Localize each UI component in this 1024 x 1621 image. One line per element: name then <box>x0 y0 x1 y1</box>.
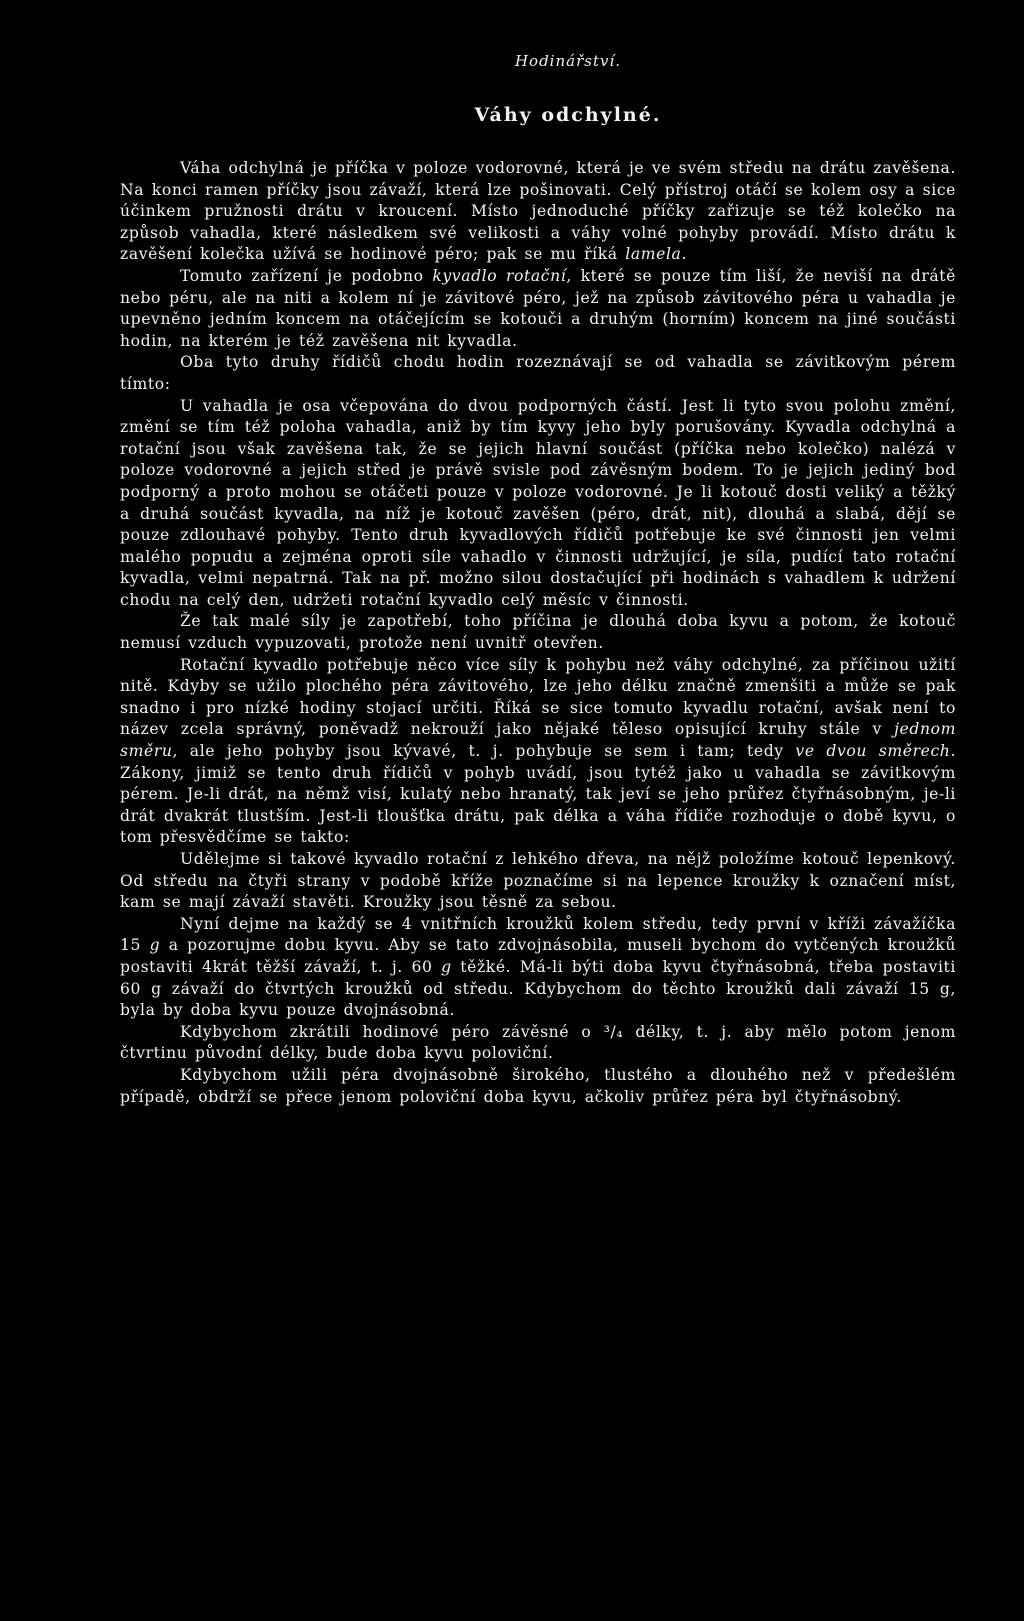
emphasis: ve dvou směrech <box>795 742 951 761</box>
emphasis: g <box>149 936 161 955</box>
emphasis: g <box>441 957 452 976</box>
body-text <box>120 158 956 1108</box>
paragraph: Že tak malé síly je zapotřebí, toho příčina je dlouhá doba kyvu a potom, že kotouč nemusí vzduch vypuzovati, protože není uvnitř otevřen. <box>120 612 956 653</box>
running-head: Hodinářství. <box>514 52 622 70</box>
paragraph: Udělejme si takové kyvadlo rotační z lehkého dřeva, na nějž položíme kotouč lepenkový. Od středu na čtyři strany v podobě kříže poznačíme si na lepence kroužky k označení míst, kam se mají závaží stavěti. Kroužky jsou těsně za sebou. <box>120 850 956 912</box>
paragraph: Rotační kyvadlo potřebuje něco více síly k pohybu než váhy odchylné, za příčinou užití nitě. Kdyby se užilo plochého péra závitového, lze jeho délku značně zmenšiti a může se pak snadno i pro nízké hodiny stojací určiti. Říká se sice tomuto kyvadlu rotační, avšak není to název zcela správný, poněvadž nekrouží jako nějaké těleso opisující kruhy stále v jednom směru, ale jeho pohyby jsou kývavé, t. j. pohybuje se sem i tam; tedy ve dvou směrech. Zákony, jimiž se tento druh řídičů v pohyb uvádí, jsou tytéž jako u vahadla se závitkovým pérem. Je-li drát, na němž visí, kulatý nebo hranatý, tak jeví se jeho průřez čtyřnásobným, je-li drát dvakrát tlustším. Jest-li tloušťka drátu, pak délka a váha řídiče rozhoduje o době kyvu, o tom přesvědčíme se takto: <box>120 655 956 847</box>
section-title: Váhy odchylné. <box>474 104 662 126</box>
paragraph: Oba tyto druhy řídičů chodu hodin rozeznávají se od vahadla se závitkovým pérem tímto: <box>120 353 956 393</box>
paragraph: Kdybychom zkrátili hodinové péro závěsné o ³/₄ délky, t. j. aby mělo potom jenom čtvrtinu původní délky, bude doba kyvu poloviční. <box>120 1022 956 1063</box>
paragraph: U vahadla je osa včepována do dvou podporných částí. Jest li tyto svou polohu změní, změní se tím též poloha vahadla, aniž by tím kyvy jeho byly porušovány. Kyvadla odchylná a rotační jsou však zavěšena tak, že se jejich hlavní součást (příčka nebo kolečko) nalézá v poloze vodorovné a jejich střed je právě svisle pod závěsným bodem. To je jejich jediný bod podporný a proto mohou se otáčeti pouze v poloze vodorovné. Je li kotouč dosti veliký a těžký a druhá součást kyvadla, na níž je kotouč zavěšen (péro, drát, nit), dlouhá a slabá, dějí se pouze zdlouhavé pohyby. Tento druh kyvadlových řídičů potřebuje ke své činnosti jen velmi malého popudu a zejména oproti síle vahadlo v činnosti udržující, je síla, pudící tato rotační kyvadla, velmi nepatrná. Tak na př. možno silou dostačující při hodinách s vahadlem k udržení chodu na celý den, udržeti rotační kyvadlo celý měsíc v činnosti. <box>120 396 956 609</box>
paragraph: Kdybychom užili péra dvojnásobně širokého, tlustého a dlouhého než v předešlém případě, obdrží se přece jenom poloviční doba kyvu, ačkoliv průřez péra byl čtyřnásobný. <box>120 1065 956 1106</box>
emphasis: jednom směru <box>120 720 956 761</box>
emphasis: lamela <box>625 245 682 264</box>
paragraph: Tomuto zařízení je podobno kyvadlo rotační, které se pouze tím liší, že neviší na drátě nebo péru, ale na niti a kolem ní je závitové péro, jež na způsob závitového péra u vahadla je upevněno jedním koncem na otáčejícím se kotouči a druhým (horním) koncem na jiné součásti hodin, na kterém je též zavěšena nit kyvadla. <box>120 266 956 350</box>
emphasis: kyvadlo rotační <box>432 266 567 285</box>
paragraph: Nyní dejme na každý se 4 vnitřních kroužků kolem středu, tedy první v kříži závažíčka 15 g a pozorujme dobu kyvu. Aby se tato zdvojnásobila, museli bychom do vytčených kroužků postaviti 4krát těžší závaží, t. j. 60 g těžké. Má-li býti doba kyvu čtyřnásobná, třeba postaviti 60 g závaží do čtvrtých kroužků od středu. Kdybychom do těchto kroužků dali závaží 15 g, byla by doba kyvu pouze dvojnásobná. <box>120 914 957 1020</box>
paragraph: Váha odchylná je příčka v poloze vodorovné, která je ve svém středu na drátu zavěšena. Na konci ramen příčky jsou závaží, která lze pošinovati. Celý přístroj otáčí se kolem osy a sice účinkem pružnosti drátu v kroucení. Místo jednoduché příčky zařizuje se též kolečko na způsob vahadla, které následkem své velikosti a váhy volné pohyby provádí. Místo drátu k zavěšení kolečka užívá se hodinové péro; pak se mu říká lamela. <box>120 159 956 264</box>
